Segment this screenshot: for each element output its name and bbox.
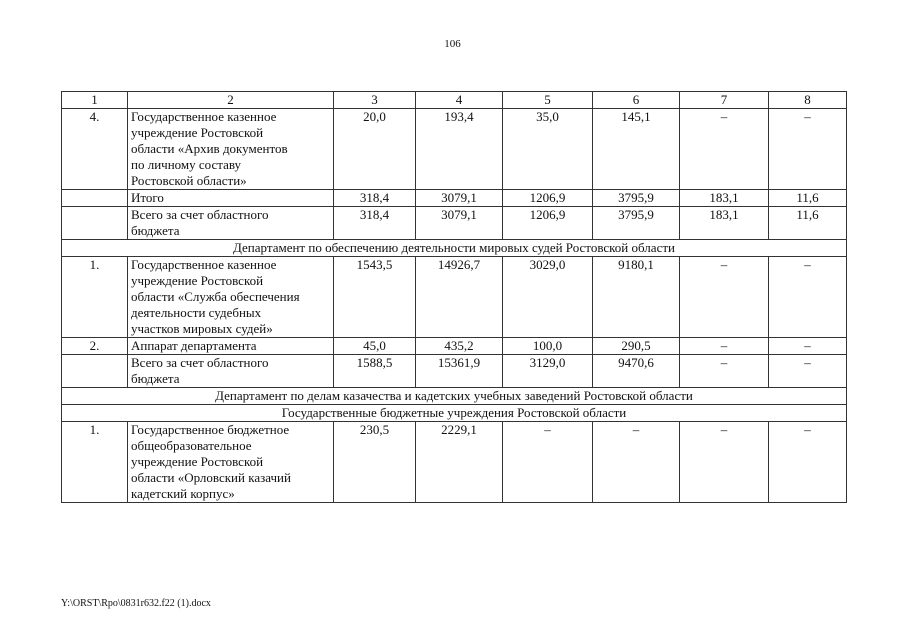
value-cell: – <box>680 257 769 338</box>
row-name <box>128 190 334 207</box>
row-name <box>128 207 334 240</box>
row-number: 1. <box>62 257 128 338</box>
table-header-row <box>62 92 847 109</box>
row-name-line: области «Служба обеспечения <box>131 289 300 304</box>
section-title: Государственные бюджетные учреждения Ростовской области <box>62 405 847 422</box>
table-row <box>62 422 847 503</box>
value-cell: 3079,1 <box>416 207 503 240</box>
value-cell: – <box>680 338 769 355</box>
row-name-line: области «Архив документов <box>131 141 288 156</box>
row-name-line: деятельности судебных <box>131 305 262 320</box>
value-cell: 193,4 <box>416 109 503 190</box>
row-number: 4. <box>62 109 128 190</box>
value-cell: 2229,1 <box>416 422 503 503</box>
row-name-line: Всего за счет областного <box>131 355 269 370</box>
header-cell: 4 <box>416 92 503 109</box>
value-cell: – <box>503 422 593 503</box>
budget-table <box>61 91 847 503</box>
table-row <box>62 109 847 190</box>
table-row <box>62 355 847 388</box>
table-body <box>62 92 847 503</box>
row-name-line: учреждение Ростовской <box>131 454 264 469</box>
value-cell: 1206,9 <box>503 190 593 207</box>
row-name-line: бюджета <box>131 371 180 386</box>
row-number: 2. <box>62 338 128 355</box>
row-name-line: Итого <box>131 190 164 205</box>
section-title: Департамент по обеспечению деятельности мировых судей Ростовской области <box>62 240 847 257</box>
row-name <box>128 355 334 388</box>
value-cell: 290,5 <box>593 338 680 355</box>
row-name <box>128 422 334 503</box>
row-name-line: Ростовской области» <box>131 173 247 188</box>
row-name <box>128 257 334 338</box>
value-cell: 230,5 <box>334 422 416 503</box>
row-name-line: Государственное казенное <box>131 109 277 124</box>
value-cell: – <box>680 109 769 190</box>
header-cell: 3 <box>334 92 416 109</box>
row-name-line: участков мировых судей» <box>131 321 273 336</box>
row-name-line: бюджета <box>131 223 180 238</box>
value-cell: 20,0 <box>334 109 416 190</box>
value-cell: 318,4 <box>334 190 416 207</box>
section-row <box>62 405 847 422</box>
value-cell: – <box>680 355 769 388</box>
header-cell: 2 <box>128 92 334 109</box>
value-cell: – <box>769 422 847 503</box>
value-cell: 3029,0 <box>503 257 593 338</box>
value-cell: 9470,6 <box>593 355 680 388</box>
row-name-line: учреждение Ростовской <box>131 273 264 288</box>
row-number <box>62 207 128 240</box>
value-cell: 1588,5 <box>334 355 416 388</box>
value-cell: – <box>769 338 847 355</box>
value-cell: 145,1 <box>593 109 680 190</box>
value-cell: 183,1 <box>680 190 769 207</box>
row-name <box>128 109 334 190</box>
value-cell: 11,6 <box>769 207 847 240</box>
value-cell: 435,2 <box>416 338 503 355</box>
table-row <box>62 257 847 338</box>
header-cell: 7 <box>680 92 769 109</box>
section-row <box>62 240 847 257</box>
value-cell: 3795,9 <box>593 190 680 207</box>
row-name-line: Государственное казенное <box>131 257 277 272</box>
value-cell: 11,6 <box>769 190 847 207</box>
table-row <box>62 207 847 240</box>
row-number: 1. <box>62 422 128 503</box>
value-cell: – <box>680 422 769 503</box>
row-name-line: Всего за счет областного <box>131 207 269 222</box>
section-row <box>62 388 847 405</box>
row-number <box>62 190 128 207</box>
header-cell: 1 <box>62 92 128 109</box>
value-cell: 45,0 <box>334 338 416 355</box>
value-cell: – <box>593 422 680 503</box>
value-cell: – <box>769 257 847 338</box>
header-cell: 5 <box>503 92 593 109</box>
section-title: Департамент по делам казачества и кадетских учебных заведений Ростовской области <box>62 388 847 405</box>
value-cell: 100,0 <box>503 338 593 355</box>
row-name-line: Аппарат департамента <box>131 338 257 353</box>
value-cell: 3129,0 <box>503 355 593 388</box>
header-cell: 6 <box>593 92 680 109</box>
row-name-line: Государственное бюджетное <box>131 422 290 437</box>
row-name-line: области «Орловский казачий <box>131 470 291 485</box>
row-name-line: по личному составу <box>131 157 242 172</box>
value-cell: 15361,9 <box>416 355 503 388</box>
value-cell: 183,1 <box>680 207 769 240</box>
row-name-line: общеобразовательное <box>131 438 252 453</box>
file-path-footer: Y:\ORST\Rpo\0831r632.f22 (1).docx <box>61 598 211 609</box>
value-cell: – <box>769 355 847 388</box>
table-row <box>62 338 847 355</box>
value-cell: 318,4 <box>334 207 416 240</box>
value-cell: 3795,9 <box>593 207 680 240</box>
value-cell: 3079,1 <box>416 190 503 207</box>
value-cell: 14926,7 <box>416 257 503 338</box>
value-cell: 1206,9 <box>503 207 593 240</box>
value-cell: 9180,1 <box>593 257 680 338</box>
row-name-line: учреждение Ростовской <box>131 125 264 140</box>
row-name-line: кадетский корпус» <box>131 486 235 501</box>
value-cell: – <box>769 109 847 190</box>
header-cell: 8 <box>769 92 847 109</box>
value-cell: 1543,5 <box>334 257 416 338</box>
row-number <box>62 355 128 388</box>
row-name <box>128 338 334 355</box>
page-number: 106 <box>444 38 461 50</box>
value-cell: 35,0 <box>503 109 593 190</box>
table-row <box>62 190 847 207</box>
